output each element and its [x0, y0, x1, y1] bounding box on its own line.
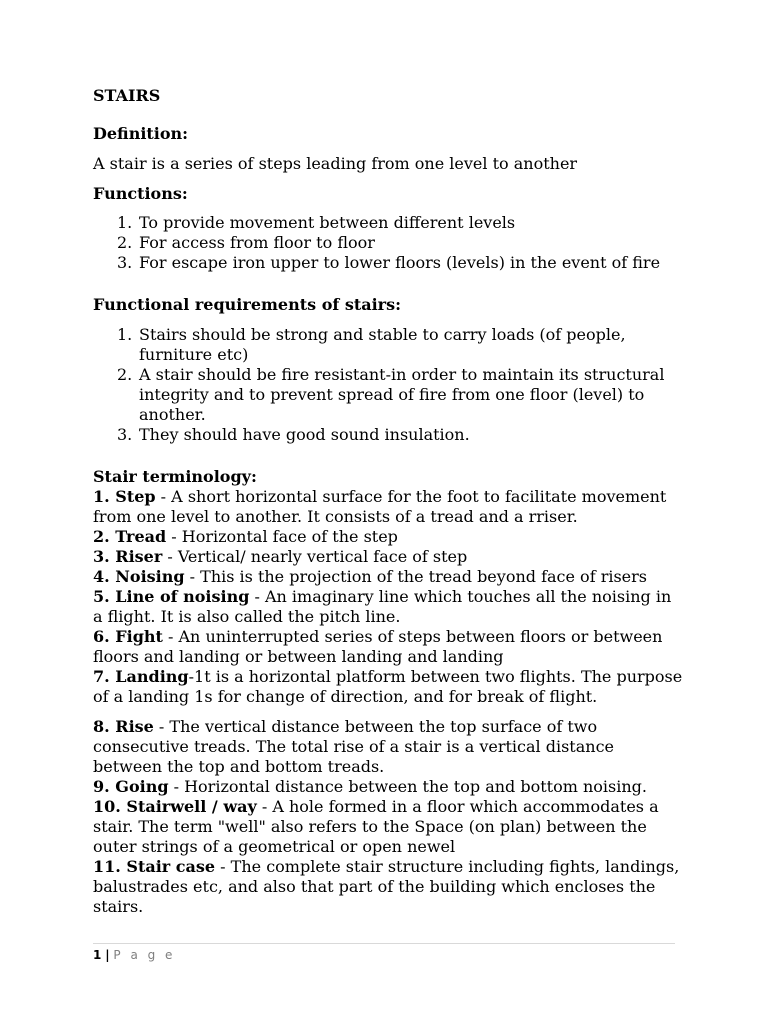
term-name: 1. Step	[93, 487, 156, 506]
page-footer	[93, 943, 675, 962]
document-page	[93, 86, 683, 917]
term-entry	[93, 717, 683, 777]
term-name: 8. Rise	[93, 717, 154, 736]
list-text: They should have good sound insulation.	[139, 425, 470, 444]
term-description: -1t is a horizontal platform between two flights. The purpose of a landing 1s for change of direction, and for break of flight.	[93, 667, 683, 706]
term-entry	[93, 667, 683, 707]
term-entry	[93, 587, 683, 627]
term-entry	[93, 797, 683, 857]
term-description: - Horizontal face of the step	[166, 527, 398, 546]
term-description: - This is the projection of the tread beyond face of risers	[184, 567, 647, 586]
term-entry	[93, 567, 683, 587]
page-title: STAIRS	[93, 86, 161, 105]
term-name: 10. Stairwell / way	[93, 797, 257, 816]
term-description: - A short horizontal surface for the foot to facilitate movement from one level to another. It consists of a tread and a rriser.	[93, 487, 667, 526]
list-item	[93, 365, 683, 425]
list-item	[93, 233, 683, 253]
functions-heading: Functions:	[93, 184, 188, 203]
requirements-list	[93, 325, 683, 445]
list-text: For escape iron upper to lower floors (levels) in the event of fire	[139, 253, 661, 272]
term-entry	[93, 487, 683, 527]
definition-heading: Definition:	[93, 124, 189, 143]
list-number: 2.	[117, 233, 133, 252]
list-text: A stair should be fire resistant-in order to maintain its structural integrity and to prevent spread of fire from one floor (level) to another.	[139, 365, 665, 424]
page-label: P a g e	[113, 948, 176, 962]
page-number: 1	[93, 948, 102, 962]
list-text: To provide movement between different levels	[139, 213, 516, 232]
requirements-heading: Functional requirements of stairs:	[93, 295, 402, 314]
list-number: 1.	[117, 213, 133, 232]
terminology-heading: Stair terminology:	[93, 467, 257, 486]
list-number: 3.	[117, 253, 133, 272]
list-item	[93, 253, 683, 273]
list-number: 3.	[117, 425, 133, 444]
term-description: - The vertical distance between the top surface of two consecutive treads. The total rise of a stair is a vertical distance between the top and bottom treads.	[93, 717, 615, 776]
term-entry	[93, 627, 683, 667]
term-entry	[93, 527, 683, 547]
term-name: 6. Fight	[93, 627, 163, 646]
functions-list	[93, 213, 683, 273]
list-item	[93, 425, 683, 445]
term-name: 9. Going	[93, 777, 169, 796]
list-item	[93, 213, 683, 233]
term-name: 3. Riser	[93, 547, 163, 566]
term-description: - An uninterrupted series of steps between floors or between floors and landing or between landing and landing	[93, 627, 663, 666]
list-item	[93, 325, 683, 365]
term-description: - Horizontal distance between the top and bottom noising.	[168, 777, 647, 796]
term-description: - Vertical/ nearly vertical face of step	[162, 547, 468, 566]
footer-separator: |	[105, 948, 110, 962]
term-name: 7. Landing	[93, 667, 189, 686]
term-name: 11. Stair case	[93, 857, 216, 876]
term-name: 5. Line of noising	[93, 587, 250, 606]
term-description: - A hole formed in a floor which accommodates a stair. The term "well" also refers to the Space (on plan) between the outer strings of a geometrical or open newel	[93, 797, 659, 856]
term-description: - The complete stair structure including fights, landings, balustrades etc, and also that part of the building which encloses the stairs.	[93, 857, 680, 916]
term-name: 2. Tread	[93, 527, 167, 546]
term-name: 4. Noising	[93, 567, 185, 586]
list-number: 2.	[117, 365, 133, 384]
term-description: - An imaginary line which touches all the noising in a flight. It is also called the pitch line.	[93, 587, 672, 626]
term-entry	[93, 777, 683, 797]
list-number: 1.	[117, 325, 133, 344]
definition-text: A stair is a series of steps leading from one level to another	[93, 154, 578, 173]
list-text: For access from floor to floor	[139, 233, 375, 252]
list-text: Stairs should be strong and stable to carry loads (of people, furniture etc)	[139, 325, 626, 364]
term-entry	[93, 547, 683, 567]
term-entry	[93, 857, 683, 917]
